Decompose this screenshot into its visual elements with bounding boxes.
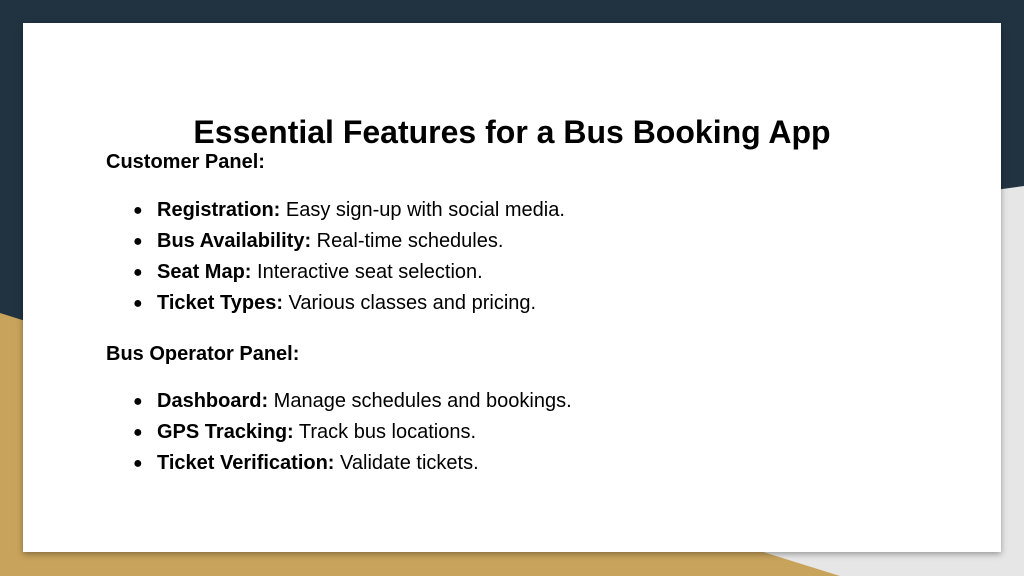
list-item-term: Ticket Types: <box>157 292 283 314</box>
bus-operator-panel-heading: Bus Operator Panel: <box>106 343 300 365</box>
list-item-text <box>157 288 536 319</box>
bullet-icon: ● <box>133 393 143 410</box>
list-item-text <box>157 195 565 226</box>
bullet-icon: ● <box>133 233 143 250</box>
slide-card <box>23 23 1001 552</box>
slide-title: Essential Features for a Bus Booking App <box>193 114 831 150</box>
list-item-term: GPS Tracking: <box>157 421 294 443</box>
list-item-description: Various classes and pricing. <box>282 292 537 314</box>
list-item-text <box>157 417 476 448</box>
list-item-text <box>157 226 503 257</box>
list-item-term: Registration: <box>157 199 281 221</box>
bullet-icon: ● <box>133 264 143 281</box>
bullet-icon: ● <box>133 455 143 472</box>
list-item-term: Seat Map: <box>157 261 252 283</box>
bullet-icon: ● <box>133 295 143 312</box>
list-item-description: Validate tickets. <box>334 452 479 474</box>
list-item-term: Ticket Verification: <box>157 452 335 474</box>
list-item-description: Real-time schedules. <box>311 230 504 252</box>
list-item-description: Manage schedules and bookings. <box>268 390 572 412</box>
customer-panel-heading: Customer Panel: <box>106 151 265 173</box>
list-item-text <box>157 386 572 417</box>
bullet-icon: ● <box>133 424 143 441</box>
list-item-term: Bus Availability: <box>157 230 312 252</box>
bullet-icon: ● <box>133 202 143 219</box>
list-item-text <box>157 257 483 288</box>
list-item-text <box>157 448 479 479</box>
list-item-term: Dashboard: <box>157 390 269 412</box>
list-item-description: Track bus locations. <box>293 421 477 443</box>
list-item-description: Easy sign-up with social media. <box>280 199 565 221</box>
list-item-description: Interactive seat selection. <box>251 261 483 283</box>
